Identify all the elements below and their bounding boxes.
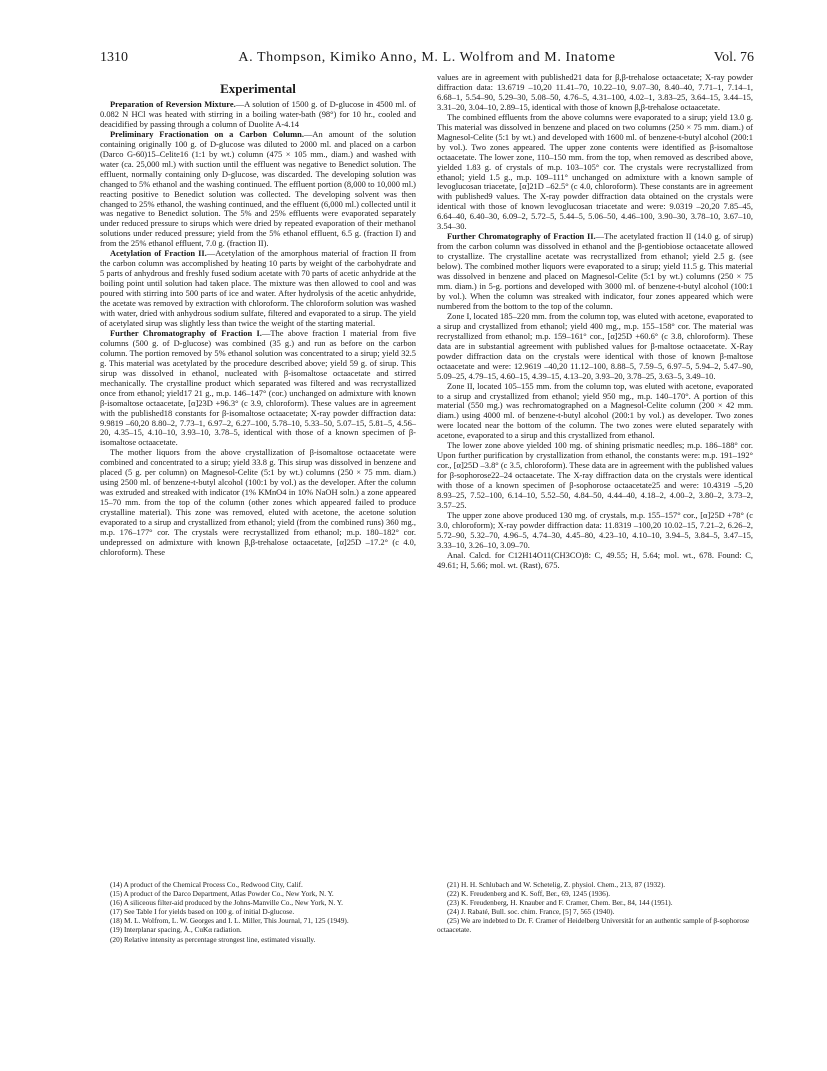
footnote: (19) Interplanar spacing, Å., CuKα radiation. <box>110 925 242 935</box>
run-in-heading: Acetylation of Fraction II. <box>110 248 207 259</box>
run-in-heading: Further Chromatography of Fraction II. <box>447 231 596 242</box>
paragraph-text: —An amount of the solution containing originally 100 g. of D-glucose was diluted to 2000 ml. and placed on a carbon (Darco G-60)15–Celite16 (1:1 by wt.) column (475 × 105 mm., diam.) and washed with water (ca. 25,000 ml.) with suction until the effluent was negative to Benedict solution. The effluent, normally containing only D-glucose, was discarded. The developing solution was changed to 5% ethanol and the washing continued. The effluent portion (8,000 to 10,000 ml.) reacting positive to Benedict solution was collected. The developing solvent was then changed to 25% ethanol, the washing continued, and the effluent (6,000 ml.) collected until it was negative to Benedict solution. The 5% and 25% effluents were evaporated separately under reduced pressure to sirups which were dried by repeated evaporation of their methanol solutions under reduced pressure; yield from the 5% ethanol effluent, 6.5 g. (fraction I) and from the 25% ethanol effluent, 7.0 g. (fraction II). <box>100 128 417 249</box>
paragraph <box>437 382 753 442</box>
footnote: (21) H. H. Schlubach and W. Schetelig, Z. physiol. Chem., 213, 87 (1932). <box>447 880 666 889</box>
footnote: (15) A product of the Darco Department, Atlas Powder Co., New York, N. Y. <box>110 889 334 899</box>
footnote: (14) A product of the Chemical Process Co., Redwood City, Calif. <box>110 880 303 889</box>
paragraph <box>437 232 753 312</box>
paragraph <box>100 448 416 557</box>
footnote: (16) A siliceous filter-aid produced by the Johns-Manville Co., New York, N. Y. <box>110 898 343 908</box>
footnote: (20) Relative intensity as percentage strongest line, estimated visually. <box>110 934 316 944</box>
footnotes-right <box>437 880 753 935</box>
footnote: (22) K. Freudenberg and K. Soff, Ber., 69, 1245 (1936). <box>447 889 611 899</box>
paragraph-text: —A solution of 1500 g. of D-glucose in 4500 ml. of 0.082 N HCl was heated with stirring in a boiling water-bath (98°) for 10 hr., cooled and deacidified by passing through a column of Duolite A-4.14 <box>100 99 416 129</box>
run-in-heading: Preliminary Fractionation on a Carbon Column. <box>110 128 304 139</box>
volume-label: Vol. 76 <box>713 50 754 65</box>
run-in-heading: Preparation of Reversion Mixture. <box>110 99 236 109</box>
footnote: (18) M. L. Wolfrom, L. W. Georges and I. L. Miller, This Journal, 71, 125 (1949). <box>110 916 349 926</box>
right-column <box>437 73 753 571</box>
paragraph <box>437 511 753 551</box>
footnotes-left <box>100 880 416 944</box>
paragraph-text: The lower zone above yielded 100 mg. of shining prismatic needles; m.p. 186–188° cor. Upon further purification by crystallization from ethanol, the constants were: m.p. 191–192° cor., [α]25D –3.8° (c 3.5, chloroform). These data are in agreement with the published values for β-sophorose22–24 octaacetate. The X-ray diffraction data on the crystals were identical with those of a known specimen of β-sophorose octaacetate25 and were: 10.4319 –5,20 8.93–25, 7.52–100, 6.14–10, 5.52–50, 4.84–50, 4.44–40, 4.18–2, 4.00–2, 3.80–2, 3.73–2, 3.57–25. <box>437 440 753 510</box>
footnote: (23) K. Freudenberg, H. Knauber and F. Cramer, Chem. Ber., 84, 144 (1951). <box>447 898 673 908</box>
paragraph-text: Anal. Calcd. for C12H14O11(CH3CO)8: C, 49.55; H, 5.64; mol. wt., 678. Found: C, 49.61; H, 5.66; mol. wt. (Rast), 675. <box>437 549 753 570</box>
paragraph <box>100 130 416 249</box>
paragraph-text: The combined effluents from the above columns were evaporated to a sirup; yield 13.0 g. This material was dissolved in benzene and placed on two columns (250 × 75 mm. diam.) of Magnesol-Celite (5:1 by wt.) and developed with 1600 ml. of benzene-t-butyl alcohol (200:1 by vol.). Two zones appeared. The upper zone contents were identified as β-isomaltose octaacetate. The lower zone, 110–150 mm. from the top, when removed as described above, yielded 1.83 g. of crystals of m.p. 103–105° cor. The crystals were recrystallized from ethanol; yield 1.5 g., m.p. 109–111° unchanged on admixture with a known sample of levoglucosan triacetate, [α]21D –62.5° (c 4.0, chloroform). These constants are in agreement with published9 values. The X-ray powder diffraction data obtained on the crystals were identical with those of known levoglucosan triacetate and were: 9.0319 –20,20 7.85–45, 6.64–40, 6.40–30, 6.09–2, 5.72–5, 5.44–5, 5.06–50, 4.46–100, 3.90–30, 3.78–10, 3.67–10, 3.54–30. <box>437 111 753 232</box>
run-in-heading: Further Chromatography of Fraction I. <box>110 327 262 338</box>
paragraph-text: —The acetylated fraction II (14.0 g. of sirup) from the carbon column was dissolved in ethanol and the β-gentiobiose octaacetate allowed to crystallize. The crystalline acetate was recrystallized from ethanol; yield 2.5 g. (see below). The combined mother liquors were evaporated to a sirup; yield 11.5 g. This material was dissolved in benzene and placed on Magnesol-Celite (5:1 by wt.) columns (250 × 75 mm. diam.) in 5-g. portions and developed with 3000 ml. of benzene-t-butyl alcohol (100:1 by vol.). When the column was streaked with indicator, four zones appeared which were numbered from the bottom to the top of the column. <box>437 231 753 311</box>
section-title: Experimental <box>220 81 296 96</box>
paragraph-text: —The above fraction I material from five columns (500 g. of D-glucose) was combined (35 g.) and run as before on the carbon column. The portion removed by 5% ethanol solution was concentrated to a sirup; yield 32.5 g. This material was acetylated by the procedure described above; yield 59 g. of sirup. This sirup was dissolved in ethanol, nucleated with β-isomaltose octaacetate and stirred mechanically. The crystalline product which separated was filtered and was recrystallized once from ethanol; yield17 21 g., m.p. 146–147° (cor.) unchanged on admixture with known β-isomaltose octaacetate, [α]23D +96.3° (c 3.9, chloroform). These values are in agreement with the published18 constants for β-isomaltose octaacetate; X-ray powder diffraction data: 9.9819 –60,20 8.80–2, 7.73–1, 6.97–2, 6.27–100, 5.78–10, 5.33–50, 5.07–15, 5.81–5, 4.56–20, 4.35–15, 4.10–10, 3.93–10, 3.78–5, identical with those of a known specimen of β-isomaltose octaacetate. <box>100 327 416 448</box>
paragraph <box>100 100 416 130</box>
footnote: (17) See Table I for yields based on 100 g. of initial D-glucose. <box>110 907 295 917</box>
page-header <box>100 50 754 66</box>
footnote: (24) J. Rabaté, Bull. soc. chim. France, [5] 7, 565 (1940). <box>447 907 615 917</box>
paragraph-text: The mother liquors from the above crystallization of β-isomaltose octaacetate were combined and concentrated to a sirup; yield 33.8 g. This sirup was dissolved in benzene and placed (5 g. per column) on Magnesol-Celite (5:1 by wt.) columns (250 × 75 mm. diam.) using 2500 ml. of benzene-t-butyl alcohol (100:1 by vol.) as the developer. After the column was extruded and streaked with indicator (1% KMnO4 in 10% NaOH soln.) a zone appeared 15–70 mm. from the top of the column (other zones which appeared failed to produce crystalline material). This zone was removed, eluted with acetone, the acetone solution evaporated to a sirup and crystallized from ethanol; yield (from the combined runs) 360 mg., m.p. 176–177° cor. The crystals were recrystallized from ethanol; m.p. 180–182° cor. undepressed on admixture with known β,β-trehalose octaacetate, [α]25D –17.2° (c 4.0, chloroform). These <box>100 447 416 557</box>
running-title: A. Thompson, Kimiko Anno, M. L. Wolfrom and M. Inatome <box>238 50 616 65</box>
paragraph <box>100 329 416 448</box>
paragraph <box>100 249 416 329</box>
paragraph <box>437 551 753 571</box>
paragraph <box>437 73 753 113</box>
paragraph-text: values are in agreement with published21 data for β,β-trehalose octaacetate; X-ray powder diffraction data: 13.6719 –10,20 11.41–70, 10.22–10, 9.07–30, 8.40–40, 7.71–1, 7.14–1, 6.68–1, 5.54–90, 5.29–30, 5.08–50, 4.76–5, 4.31–100, 4.02–1, 3.83–25, 3.64–15, 3.44–15, 3.31–20, 3.04–10, 2.89–15, identical with those of known β,β-trehalose octaacetate. <box>437 72 753 112</box>
paragraph-text: —Acetylation of the amorphous material of fraction II from the carbon column was accomplished by heating 10 parts by weight of the carbohydrate and 5 parts of anhydrous and freshly fused sodium acetate with 70 parts of acetic anhydride at the boiling point until solution had taken place. The mixture was then allowed to cool and was poured with stirring into 500 parts of ice and water. After hydrolysis of the acetic anhydride, the acetate was removed by extraction with chloroform. The chloroform solution was washed with water, dried with anhydrous sodium sulfate, filtered and evaporated to a sirup. The yield of acetylated sirup was slightly less than twice the weight of the starting material. <box>100 248 417 328</box>
page-number: 1310 <box>100 50 128 65</box>
paragraph-text: Zone II, located 105–155 mm. from the column top, was eluted with acetone, evaporated to a sirup and crystallized from ethanol; yield 950 mg., m.p. 140–170°. A portion of this material (550 mg.) was rechromatographed on a Magnesol-Celite column (200 × 42 mm. diam.) using 4000 ml. of benzene-t-butyl alcohol (200:1 by vol.) as developer. Two zones were located near the bottom of the column. The two zones were eluted separately with acetone, evaporated to a sirup and this crystallized from ethanol. <box>437 380 753 441</box>
paragraph <box>437 312 753 382</box>
paragraph-text: Zone I, located 185–220 mm. from the column top, was eluted with acetone, evaporated to a sirup and crystallized from ethanol; yield 400 mg., m.p. 155–158° cor. The material was recrystallized from ethanol; m.p. 159–161° cor., [α]25D +60.6° (c 3.8, chloroform). These data are in substantial agreement with published values for β-maltose octaacetate. X-Ray powder diffraction data on the crystals were identical with those of known β-maltose octaacetate and were: 12.9619 –40,20 11.12–100, 8.88–5, 7.59–5, 6.97–5, 5.94–2, 5.47–90, 5.09–25, 4.79–15, 4.60–15, 4.39–15, 4.13–20, 3.93–20, 3.78–25, 3.63–5, 3.49–10. <box>437 310 754 381</box>
left-column <box>100 73 416 558</box>
paragraph-text: The upper zone above produced 130 mg. of crystals, m.p. 155–157° cor., [α]25D +78° (c 3.0, chloroform); X-ray powder diffraction data: 11.8319 –100,20 10.02–15, 7.21–2, 6.26–2, 5.72–90, 5.32–70, 4.96–5, 4.74–30, 4.45–80, 4.23–10, 4.10–10, 3.94–5, 3.84–5, 3.47–15, 3.33–10, 3.26–10, 3.09–70. <box>437 509 753 550</box>
paragraph <box>437 113 753 232</box>
paragraph <box>437 441 753 511</box>
footnote: (25) We are indebted to Dr. F. Cramer of Heidelberg Universität for an authentic sample of β-sophorose octaacetate. <box>437 916 750 935</box>
